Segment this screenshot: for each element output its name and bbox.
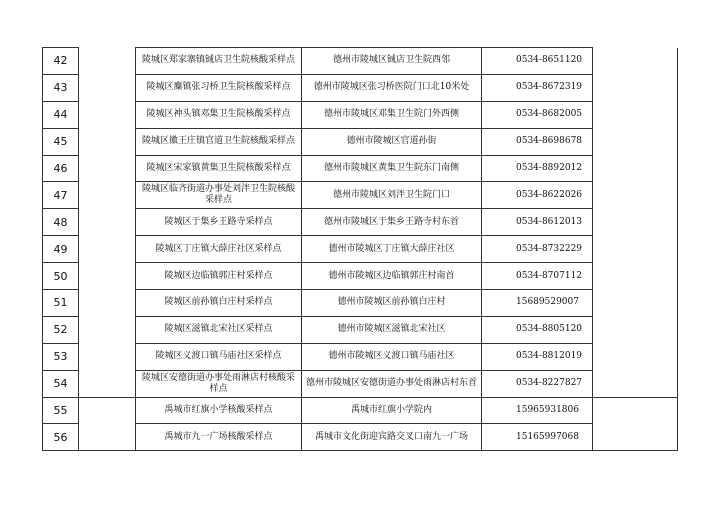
contact-phone: 0534-8805120: [482, 316, 593, 343]
contact-phone: 0534-8651120: [482, 48, 593, 75]
site-name: 陵城区边临镇郭庄村采样点: [136, 263, 302, 290]
remark-cell: [593, 316, 678, 343]
remark-cell: [593, 48, 678, 75]
remark-cell: [593, 263, 678, 290]
row-number: 44: [43, 101, 79, 128]
contact-phone: 0534-8682005: [482, 101, 593, 128]
site-name: 陵城区神头镇邓集卫生院核酸采样点: [136, 101, 302, 128]
contact-phone: 15965931806: [482, 397, 593, 424]
district-cell: [79, 424, 136, 451]
site-name: 陵城区前孙镇白庄村采样点: [136, 290, 302, 317]
row-number: 56: [43, 424, 79, 451]
district-cell: [79, 155, 136, 182]
remark-cell: [593, 74, 678, 101]
site-address: 德州市陵城区邓集卫生院门外西侧: [302, 101, 482, 128]
contact-phone: 0534-8812019: [482, 343, 593, 370]
site-address: 德州市陵城区黄集卫生院东门南侧: [302, 155, 482, 182]
site-name: 禹城市红旗小学核酸采样点: [136, 397, 302, 424]
table-row: [43, 424, 678, 451]
table-row: [43, 370, 678, 397]
table-row: [43, 182, 678, 209]
remark-cell: [593, 101, 678, 128]
contact-phone: 0534-8892012: [482, 155, 593, 182]
district-cell: [79, 343, 136, 370]
contact-phone: 0534-8622026: [482, 182, 593, 209]
site-name: 陵城区滋镇北宋社区采样点: [136, 316, 302, 343]
remark-cell: [593, 397, 678, 424]
table-row: [43, 290, 678, 317]
site-address: 德州市陵城区滋镇北宋社区: [302, 316, 482, 343]
table-row: [43, 101, 678, 128]
remark-cell: [593, 236, 678, 263]
testing-sites-table: [42, 47, 678, 451]
site-address: 德州市陵城区刘泮卫生院门口: [302, 182, 482, 209]
row-number: 43: [43, 74, 79, 101]
site-address: 禹城市文化街迎宾路交叉口南九一广场: [302, 424, 482, 451]
row-number: 53: [43, 343, 79, 370]
site-name: 陵城区徽王庄镇官道卫生院核酸采样点: [136, 128, 302, 155]
remark-cell: [593, 343, 678, 370]
row-number: 55: [43, 397, 79, 424]
district-cell: [79, 101, 136, 128]
table-row: [43, 343, 678, 370]
contact-phone: 0534-8672319: [482, 74, 593, 101]
site-address: 德州市陵城区于集乡王路寺村东首: [302, 209, 482, 236]
site-address: 德州市陵城区义渡口镇马庙社区: [302, 343, 482, 370]
row-number: 47: [43, 182, 79, 209]
district-cell: [79, 182, 136, 209]
site-name: 陵城区麋镇张习桥卫生院核酸采样点: [136, 74, 302, 101]
district-cell: [79, 209, 136, 236]
district-cell: [79, 48, 136, 75]
site-name: 陵城区丁庄镇大薛庄社区采样点: [136, 236, 302, 263]
table-row: [43, 397, 678, 424]
site-address: 德州市陵城区铖店卫生院西邻: [302, 48, 482, 75]
district-cell: [79, 397, 136, 424]
remark-cell: [593, 128, 678, 155]
remark-cell: [593, 182, 678, 209]
contact-phone: 0534-8707112: [482, 263, 593, 290]
table-row: [43, 236, 678, 263]
table-row: [43, 128, 678, 155]
remark-cell: [593, 290, 678, 317]
row-number: 54: [43, 370, 79, 397]
contact-phone: 15689529007: [482, 290, 593, 317]
district-cell: [79, 370, 136, 397]
site-address: 德州市陵城区安德街道办事处雨淋店村东首: [302, 370, 482, 397]
site-name: 陵城区郑家寨镇铖店卫生院核酸采样点: [136, 48, 302, 75]
table-body: [43, 48, 678, 451]
site-name: 陵城区义渡口镇马庙社区采样点: [136, 343, 302, 370]
district-cell: [79, 263, 136, 290]
site-address: 德州市陵城区边临镇郭庄村南首: [302, 263, 482, 290]
site-name: 陵城区安德街道办事处雨淋店村核酸采样点: [136, 370, 302, 397]
contact-phone: 0534-8612013: [482, 209, 593, 236]
row-number: 50: [43, 263, 79, 290]
remark-cell: [593, 370, 678, 397]
row-number: 51: [43, 290, 79, 317]
site-name: 陵城区于集乡王路寺采样点: [136, 209, 302, 236]
row-number: 49: [43, 236, 79, 263]
row-number: 46: [43, 155, 79, 182]
table-row: [43, 155, 678, 182]
contact-phone: 0534-8732229: [482, 236, 593, 263]
district-cell: [79, 236, 136, 263]
table-row: [43, 316, 678, 343]
row-number: 45: [43, 128, 79, 155]
site-name: 禹城市九一广场核酸采样点: [136, 424, 302, 451]
contact-phone: 15165997068: [482, 424, 593, 451]
site-address: 德州市陵城区张习桥医院门口北10米处: [302, 74, 482, 101]
site-name: 陵城区宋家镇黄集卫生院核酸采样点: [136, 155, 302, 182]
remark-cell: [593, 209, 678, 236]
remark-cell: [593, 424, 678, 451]
district-cell: [79, 128, 136, 155]
district-cell: [79, 316, 136, 343]
row-number: 48: [43, 209, 79, 236]
site-address: 禹城市红旗小学院内: [302, 397, 482, 424]
table-row: [43, 263, 678, 290]
site-address: 德州市陵城区前孙镇白庄村: [302, 290, 482, 317]
remark-cell: [593, 155, 678, 182]
contact-phone: 0534-8227827: [482, 370, 593, 397]
table-row: [43, 74, 678, 101]
table-row: [43, 48, 678, 75]
table-row: [43, 209, 678, 236]
contact-phone: 0534-8698678: [482, 128, 593, 155]
site-address: 德州市陵城区官道孙街: [302, 128, 482, 155]
row-number: 42: [43, 48, 79, 75]
row-number: 52: [43, 316, 79, 343]
district-cell: [79, 74, 136, 101]
district-cell: [79, 290, 136, 317]
site-name: 陵城区临齐街道办事处刘泮卫生院核酸采样点: [136, 182, 302, 209]
site-address: 德州市陵城区丁庄镇大薛庄社区: [302, 236, 482, 263]
